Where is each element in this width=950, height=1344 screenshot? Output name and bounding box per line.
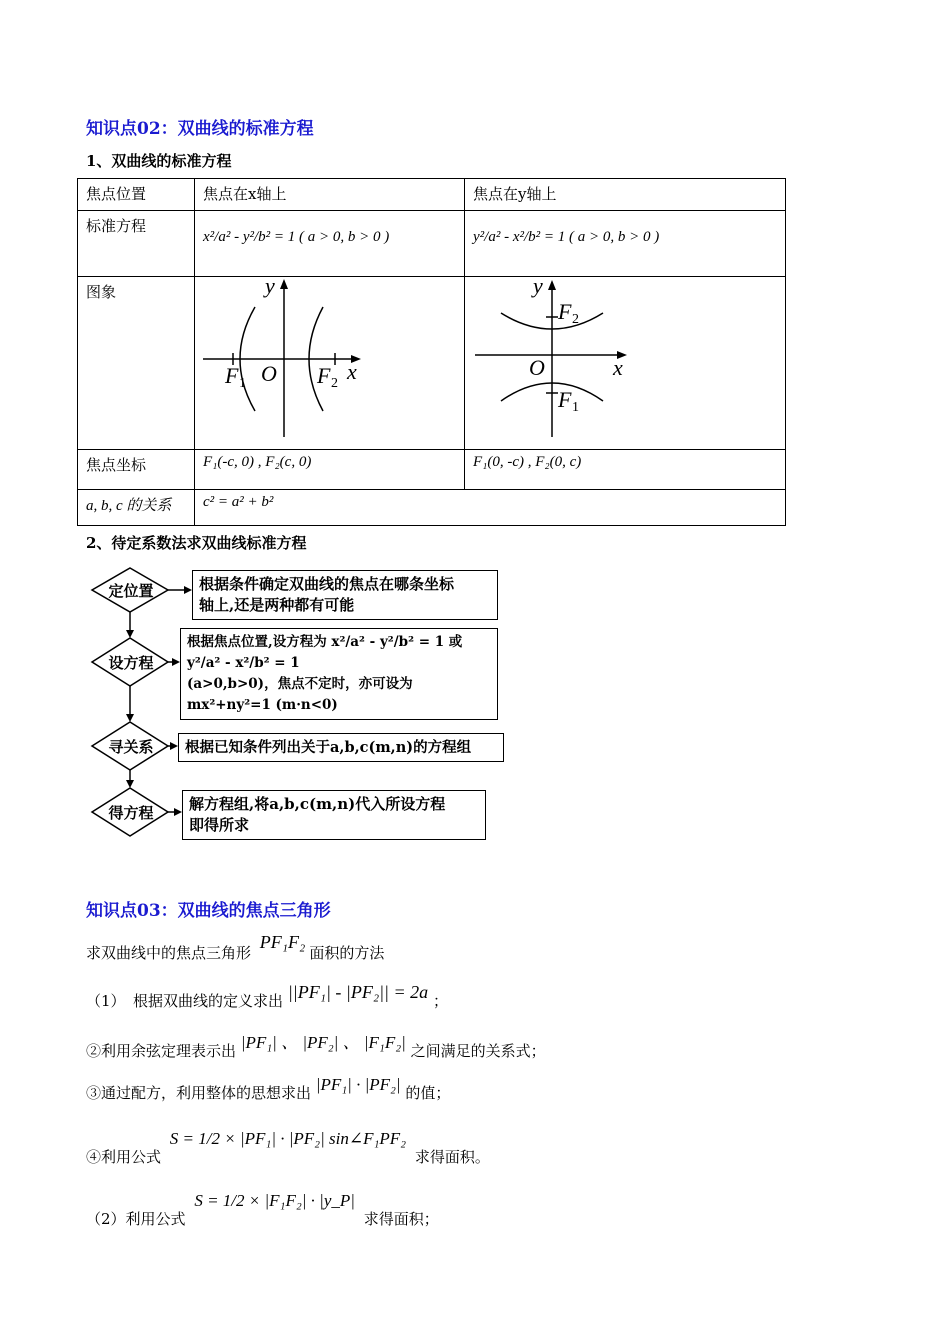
flow-step-3: 寻关系 [108,738,154,756]
cell-standard-eq-x: x²/a² - y²/b² = 1 ( a > 0, b > 0 ) [195,211,465,277]
graph-y-f2-label: F [558,299,572,324]
item-4-prefix: ④利用公式 [86,1148,162,1166]
section1-title: 知识点02：双曲线的标准方程 [86,119,314,139]
flow-box-3: 根据已知条件列出关于a,b,c(m,n)的方程组 [178,733,504,762]
item-3-prefix: ③通过配方，利用整体的思想求出 [86,1084,312,1102]
item-5-suffix: 求得面积； [363,1210,439,1228]
item-1-prefix: （1） 根据双曲线的定义求出 [86,992,284,1010]
item-5-prefix: （2）利用公式 [86,1210,186,1228]
item-4 [86,1129,490,1167]
intro-line [86,932,385,963]
intro-after: 面积的方法 [309,944,385,962]
item-4-formula: S = 1/2 × |PF₁| · |PF₂| sin∠F₁PF₂ [169,1129,407,1148]
intro-formula: PF₁F₂ [259,932,306,952]
cell-relation-label: a, b, c 的关系 [78,490,195,526]
graph-y-axis-hyperbola [465,277,785,445]
flow-box-1-line-2: 轴上,还是两种都有可能 [199,596,355,614]
flow-box-1 [192,570,498,620]
item-1-formula: ||PF₁| - |PF₂|| = 2a [287,982,429,1002]
cell-graph-label: 图象 [78,277,195,450]
flow-box-4-line-1: 解方程组,将a,b,c(m,n)代入所设方程 [189,795,446,813]
graph-x-origin-label: O [261,361,277,386]
graph-x-f1-sub: 1 [239,376,247,391]
flow-step-4: 得方程 [108,804,154,822]
subsection-standard-eq: 1、双曲线的标准方程 [86,152,232,170]
flow-box-2-line-2: (a>0,b>0)，焦点不定时，亦可设为 [187,676,413,692]
hyperbola-table [77,178,786,526]
cell-standard-eq-label: 标准方程 [78,211,195,277]
item-5 [86,1191,439,1229]
flow-box-4 [182,790,486,840]
item-3-formula: |PF₁| · |PF₂| [315,1075,401,1094]
intro-before: 求双曲线中的焦点三角形 [86,944,252,962]
graph-x-f2-sub: 2 [331,376,339,391]
flow-box-2-line-3: mx²+ny²=1 (m·n<0) [187,697,338,713]
item-4-suffix: 求得面积。 [414,1148,490,1166]
cell-focus-coords-label: 焦点坐标 [78,450,195,490]
graph-x-axis-hyperbola [195,277,463,445]
graph-x-y-label: y [265,277,275,298]
cell-focus-x: 焦点在x轴上 [195,179,465,211]
cell-graph-x [195,277,465,450]
graph-y-origin-label: O [529,355,545,380]
item-1 [86,982,448,1011]
flow-box-2 [180,628,498,720]
cell-focus-position-label: 焦点位置 [78,179,195,211]
item-2-prefix: ②利用余弦定理表示出 [86,1042,237,1060]
cell-relation-eq: c² = a² + b² [195,490,786,526]
flow-step-1: 定位置 [108,582,154,600]
flow-step-2: 设方程 [108,654,154,672]
flow-box-4-line-2: 即得所求 [189,816,250,834]
cell-focus-coords-x: F₁(-c, 0) , F₂(c, 0) [195,450,465,490]
flow-box-1-line-1: 根据条件确定双曲线的焦点在哪条坐标 [199,575,455,593]
item-1-suffix: ； [432,992,448,1010]
graph-y-x-label: x [613,355,623,380]
cell-graph-y [465,277,786,450]
graph-x-f1-label: F [225,363,239,388]
graph-x-f2-label: F [317,363,331,388]
item-2 [86,1033,546,1061]
graph-y-f1-sub: 1 [572,400,579,415]
subsection-undetermined-coeff: 2、待定系数法求双曲线标准方程 [86,534,307,552]
graph-y-f1-label: F [558,387,572,412]
item-3-suffix: 的值； [405,1084,451,1102]
section2-title: 知识点03：双曲线的焦点三角形 [86,901,331,921]
item-2-formula: |PF₁| 、 |PF₂| 、 |F₁F₂| [240,1033,406,1052]
item-5-formula: S = 1/2 × |F₁F₂| · |y_P| [194,1191,355,1210]
graph-y-y-label: y [533,277,543,298]
graph-x-x-label: x [347,359,357,384]
cell-focus-coords-y: F₁(0, -c) , F₂(0, c) [465,450,786,490]
flow-box-2-line-1: 根据焦点位置,设方程为 x²/a² - y²/b² = 1 或 y²/a² - x²/b² = 1 [187,634,463,671]
cell-focus-y: 焦点在y轴上 [465,179,786,211]
cell-standard-eq-y: y²/a² - x²/b² = 1 ( a > 0, b > 0 ) [465,211,786,277]
item-3 [86,1075,451,1103]
item-2-suffix: 之间满足的关系式； [410,1042,546,1060]
graph-y-f2-sub: 2 [572,312,579,327]
